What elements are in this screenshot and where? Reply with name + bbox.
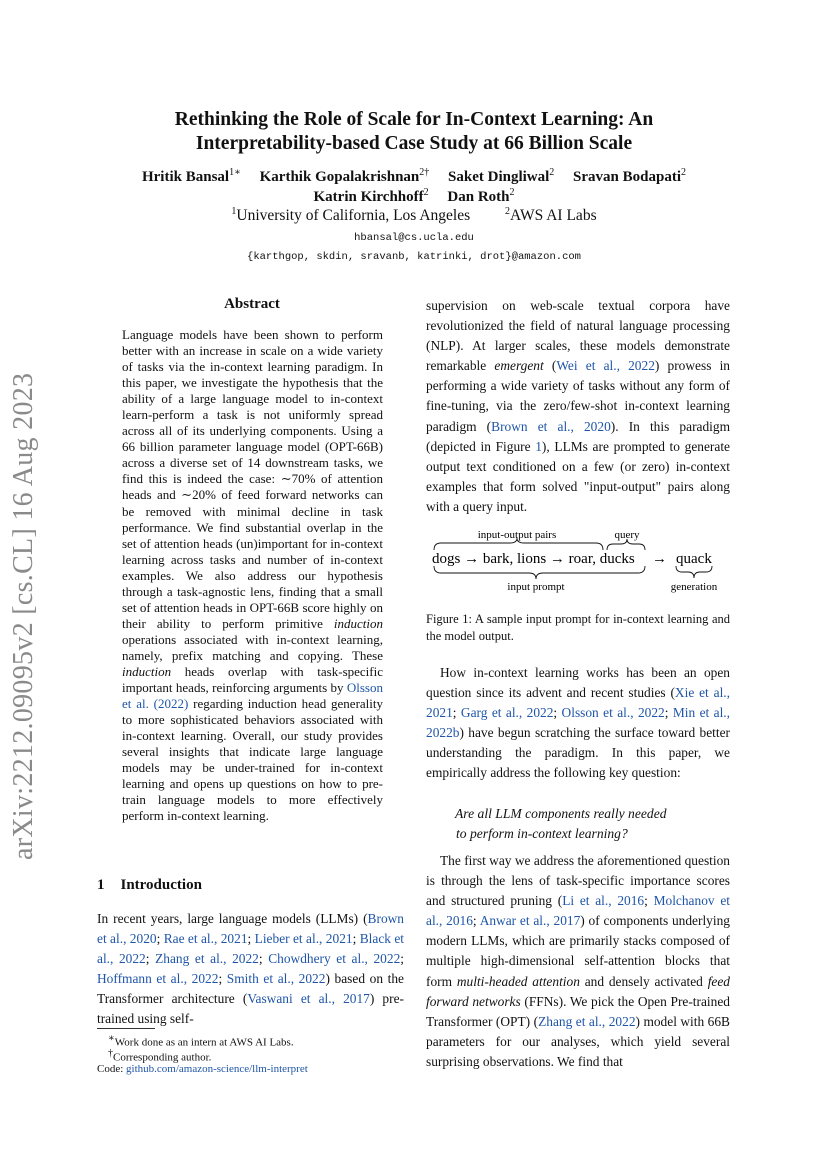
abstract-body [122, 327, 383, 824]
author-name: Karthik Gopalakrishnan [259, 169, 420, 185]
citation-link[interactable]: Min et al., 2022b [426, 705, 730, 741]
author-mark: 2 [423, 187, 429, 198]
emphasis-text: multi-headed attention [456, 973, 580, 989]
body-text: supervision on web-scale textual corpora have revolutionized the field of natural language processing (NLP). At larger scales, these models demonstrate remarkable [426, 298, 730, 374]
footnote-rule [97, 1028, 155, 1029]
abstract-text: operations associated with in-context learning, namely, prefix matching and copying. These [122, 631, 383, 663]
right-paragraph-3: The first way we address the aforementioned question is through the lens of task-specific importance scores and structured pruning (Li et al., 2016; Molchanov et al., 2016; Anwar et al., 2017) of components underlying modern LLMs, which are primarily stacks composed of multiple high-dimensional self-attention blocks that form multi-headed attention and densely activated feed forward networks (FFNs). We pick the Open Pre-trained Transformer (OPT) (Zhang et al., 2022) model with 66B parameters for our analyses, which yield several surprising observations. We find that [426, 853, 730, 1069]
affiliation-name: AWS AI Labs [510, 207, 597, 225]
right-paragraph-1: supervision on web-scale textual corpora have revolutionized the field of natural language processing (NLP). At larger scales, these models demonstrate remarkable emergent (Wei et al., 2022) prowess in performing a wide variety of tasks without any form of fine-tuning, via the zero/few-shot in-context learning paradigm (Brown et al., 2020). In this paradigm (depicted in Figure 1), LLMs are prompted to generate output text conditioned on a few (or zero) in-context examples that form solved "input-output" pairs along with a query input. [426, 298, 731, 514]
body-text: ) model with 66B parameters for our analyses, which yield several surprising observations. We find that [426, 1013, 730, 1069]
citation-link[interactable]: Garg et al., 2022 [460, 705, 554, 721]
label-generation: generation [670, 581, 718, 593]
body-text: ) of components underlying modern LLMs, which are primarily stacks composed of multiple high-dimensional self-attention blocks that form [426, 913, 730, 989]
citation-link[interactable]: Anwar et al., 2017 [479, 913, 581, 929]
figure-1-diagram [426, 526, 730, 596]
emphasis-text: emergent [494, 358, 544, 374]
body-text: ) prowess in performing a wide variety of tasks without any form of fine-tuning, via the zero/few-shot in-context learning paradigm ( [426, 358, 731, 434]
body-text: ) have begun scratching the surface toward better understanding the paradigm. In this paper, we empirically address the following key question: [426, 725, 730, 781]
citation-link[interactable]: Zhang et al., 2022 [155, 951, 259, 966]
body-text: (FFNs). We pick the Open Pre-trained Transformer (OPT) ( [426, 993, 730, 1029]
author-mark: 1∗ [229, 167, 241, 178]
footnote-text: Corresponding author. [113, 1051, 212, 1064]
citation-link[interactable]: Lieber et al., 2021 [254, 931, 353, 946]
author-line-2 [0, 187, 828, 206]
abstract-emphasis: induction [333, 615, 383, 631]
affiliation-name: University of California, Los Angeles [236, 207, 471, 225]
figure-1-caption: Figure 1: A sample input prompt for in-context learning and the model output. [426, 612, 730, 643]
affiliation-mark: 2 [505, 206, 511, 217]
emphasis-text: feed forward networks [426, 973, 730, 1009]
code-footnote [97, 1062, 308, 1076]
citation-link[interactable]: Molchanov et al., 2016 [426, 893, 730, 929]
citation-link[interactable]: Xie et al., 2021 [426, 685, 730, 721]
citation-link[interactable]: Olsson et al. (2022) [122, 680, 383, 712]
citation-link[interactable]: Zhang et al., 2022 [538, 1013, 636, 1029]
citation-link[interactable]: Vaswani et al., 2017 [247, 991, 370, 1006]
brace-generation [676, 566, 712, 578]
abstract-text: regarding induction head generality to more sophisticated behaviors associated with in-context learning. Overall, our study provides several insights that indicate large language models may be under-trained for in-context learning and opens up questions on how to pre-train language models to more effectively perform in-context learning. [122, 696, 384, 824]
footnote-text: Work done as an intern at AWS AI Labs. [114, 1036, 294, 1049]
author-name: Katrin Kirchhoff [313, 189, 424, 205]
author-mark: 2 [549, 167, 555, 178]
section-number: 1 [97, 877, 105, 893]
affiliations [0, 206, 828, 225]
brace-input-prompt [434, 566, 645, 579]
body-text: ). In this paradigm (depicted in Figure [426, 418, 730, 454]
author-name: Saket Dingliwal [448, 169, 550, 185]
generated-answer: quack [676, 551, 712, 567]
citation-link[interactable]: Smith et al., 2022 [226, 971, 326, 986]
citation-link[interactable]: Rae et al., 2021 [163, 931, 248, 946]
body-text: How in-context learning works has been an open question since its advent and recent studies ( [426, 665, 730, 701]
right-paragraph-2: How in-context learning works has been an open question since its advent and recent studies (Xie et al., 2021; Garg et al., 2022; Olsson et al., 2022; Min et al., 2022b) have begun scratching the surface toward better understanding the paradigm. In this paper, we empirically address the following key question: [426, 665, 730, 781]
code-label: Code: [97, 1063, 127, 1075]
email-2: {karthgop, skdin, sravanb, katrinki, drot}@amazon.com [247, 251, 581, 263]
author-line-1 [0, 167, 828, 186]
author-mark: 2† [419, 167, 430, 178]
citation-link[interactable]: Wei et al., 2022 [556, 358, 655, 374]
abstract-emphasis: induction [122, 663, 172, 679]
affiliation-mark: 1 [231, 206, 237, 217]
citation-link[interactable]: Brown et al., 2020 [97, 911, 404, 946]
abstract-text: heads overlap with task-specific important heads, reinforcing arguments by [122, 663, 383, 696]
question-line-1: Are all LLM components really needed [455, 806, 667, 821]
body-text: ) pre-trained using self- [97, 991, 404, 1026]
section-heading-introduction [97, 877, 202, 894]
body-text: In recent years, large language models (LLMs) ( [97, 911, 368, 926]
paper-title [0, 108, 828, 156]
question-line-2: to perform in-context learning? [456, 826, 628, 841]
body-text: The first way we address the aforementioned question is through the lens of task-specific importance scores and structured pruning ( [426, 853, 730, 909]
title-line-1: Rethinking the Role of Scale for In-Context Learning: An [174, 109, 654, 130]
title-line-2: Interpretability-based Case Study at 66 Billion Scale [195, 133, 633, 154]
author-name: Dan Roth [447, 189, 510, 205]
author-mark: 2 [509, 187, 515, 198]
author-mark: 2 [681, 167, 686, 178]
citation-link[interactable]: Li et al., 2016 [562, 893, 645, 909]
prompt-text: dogs → bark, lions → roar, ducks [432, 551, 635, 567]
author-name: Hritik Bansal [141, 169, 230, 185]
section-title: Introduction [120, 877, 202, 893]
arxiv-identifier: arXiv:2212.09095v2 [cs.CL] 16 Aug 2023 [8, 372, 39, 860]
figure-reference-link[interactable]: 1 [535, 438, 542, 454]
abstract-heading: Abstract [224, 296, 280, 312]
label-input-output-pairs: input-output pairs [477, 529, 557, 541]
email-1: hbansal@cs.ucla.edu [354, 232, 474, 244]
author-name: Sravan Bodapati [573, 169, 681, 185]
body-text: ) based on the Transformer architecture ( [97, 971, 404, 1006]
citation-link[interactable]: Chowdhery et al., 2022 [268, 951, 401, 966]
code-link[interactable]: github.com/amazon-science/llm-interpret [126, 1063, 308, 1075]
intro-paragraph-1: In recent years, large language models (LLMs) (Brown et al., 2020; Rae et al., 2021; Lieber et al., 2021; Black et al., 2022; Zhang et al., 2022; Chowdhery et al., 2022; Hoffmann et al., 2022; Smith et al., 2022) based on the Transformer architecture (Vaswani et al., 2017) pre-trained using self- [97, 911, 405, 1026]
citation-link[interactable]: Black et al., 2022 [97, 931, 405, 966]
body-text: and densely activated [579, 973, 708, 989]
label-input-prompt: input prompt [507, 581, 565, 593]
citation-link[interactable]: Brown et al., 2020 [491, 418, 611, 434]
abstract-text: Language models have been shown to perform better with an increase in scale on a wide variety of tasks via the in-context learning paradigm. In this paper, we investigate the hypothesis that the ability of a large language model to in-context learn-perform a task is not uniformly spread across all of its underlying components. Using a 66 billion parameter language model (OPT-66B) across a diverse set of 14 downstream tasks, we find this is indeed the case: ∼70% of attention heads and ∼20% of feed forward networks can be removed with minimal decline in task performance. We find substantial overlap in the set of attention heads (un)important for in-context learning across tasks and number of in-context examples. We also address our hypothesis through a task-agnostic lens, finding that a small set of attention heads in OPT-66B score highly on their ability to perform primitive [122, 327, 383, 631]
label-query: query [614, 529, 640, 541]
footnote-mark: ∗ [108, 1033, 115, 1044]
body-text: ), LLMs are prompted to generate output text conditioned on a few (or zero) in-context examples that form solved "input-output" pairs along with a query input. [426, 438, 730, 514]
citation-link[interactable]: Olsson et al., 2022 [561, 705, 665, 721]
generation-arrow: → [652, 551, 667, 567]
citation-link[interactable]: Hoffmann et al., 2022 [97, 971, 219, 986]
key-question [455, 804, 715, 844]
footnote-mark: † [108, 1048, 113, 1059]
